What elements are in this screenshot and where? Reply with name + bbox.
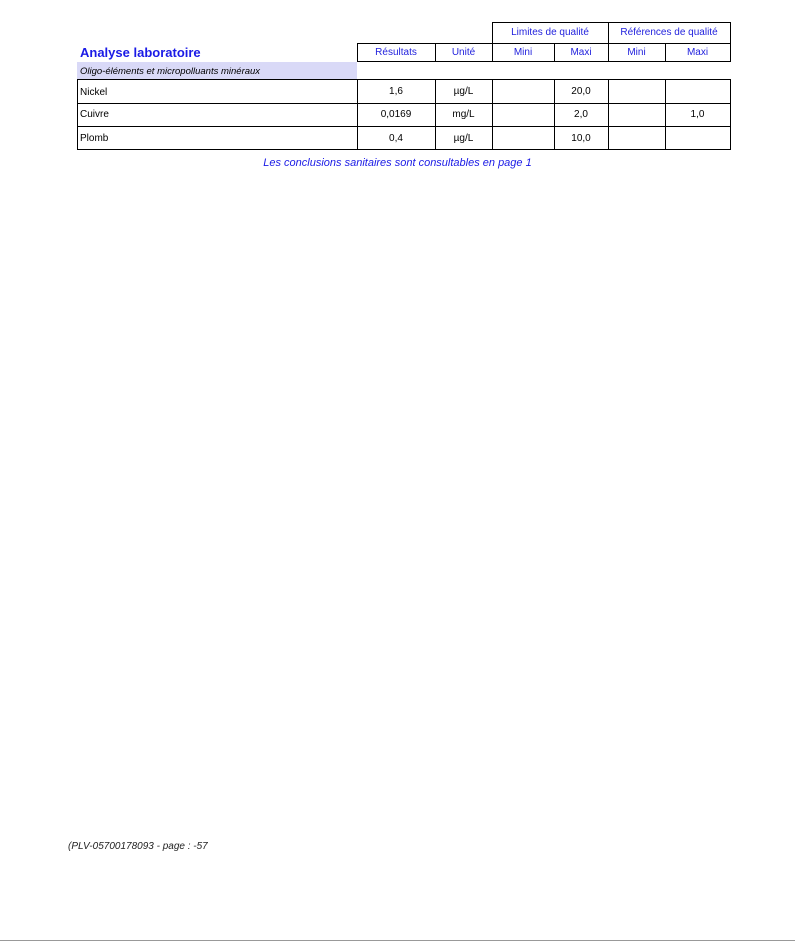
row-label-cuivre: Cuivre (80, 109, 109, 120)
row-label-nickel: Nickel (80, 87, 108, 98)
cell-references-mini (608, 127, 665, 150)
header-references-de-qualite: Références de qualité (620, 27, 718, 38)
cell-limites-maxi: 2,0 (574, 108, 588, 120)
row-label-plomb: Plomb (80, 133, 109, 144)
col-header-references-mini: Mini (627, 46, 646, 58)
cell-unite: µg/L (453, 132, 474, 144)
col-header-limites-maxi: Maxi (570, 46, 592, 58)
cell-unite: µg/L (453, 85, 474, 97)
cell-limites-mini (492, 127, 554, 150)
cell-references-maxi (665, 80, 730, 103)
cell-references-maxi: 1,0 (690, 108, 705, 120)
group-label: Oligo-éléments et micropolluants minéraux (80, 66, 261, 77)
col-header-resultats: Résultats (375, 46, 417, 58)
cell-resultat: 1,6 (389, 85, 403, 97)
cell-limites-mini (492, 103, 554, 126)
cell-limites-mini (492, 80, 554, 103)
cell-resultat: 0,4 (389, 132, 403, 144)
cell-limites-maxi: 20,0 (571, 85, 591, 97)
cell-references-mini (608, 80, 665, 103)
conclusions-note: Les conclusions sanitaires sont consultables en page 1 (263, 157, 532, 169)
page-reference: (PLV-05700178093 - page : -57 (68, 841, 208, 852)
page-bottom-divider (0, 940, 795, 941)
cell-resultat: 0,0169 (380, 108, 412, 120)
cell-unite: mg/L (452, 108, 475, 120)
page-title: Analyse laboratoire (80, 45, 201, 60)
col-header-references-maxi: Maxi (686, 46, 709, 58)
cell-references-maxi (665, 127, 730, 150)
col-header-unite: Unité (451, 46, 476, 58)
cell-limites-maxi: 10,0 (571, 132, 591, 144)
col-header-limites-mini: Mini (513, 46, 533, 58)
cell-references-mini (608, 103, 665, 126)
header-limites-de-qualite: Limites de qualité (511, 27, 589, 38)
